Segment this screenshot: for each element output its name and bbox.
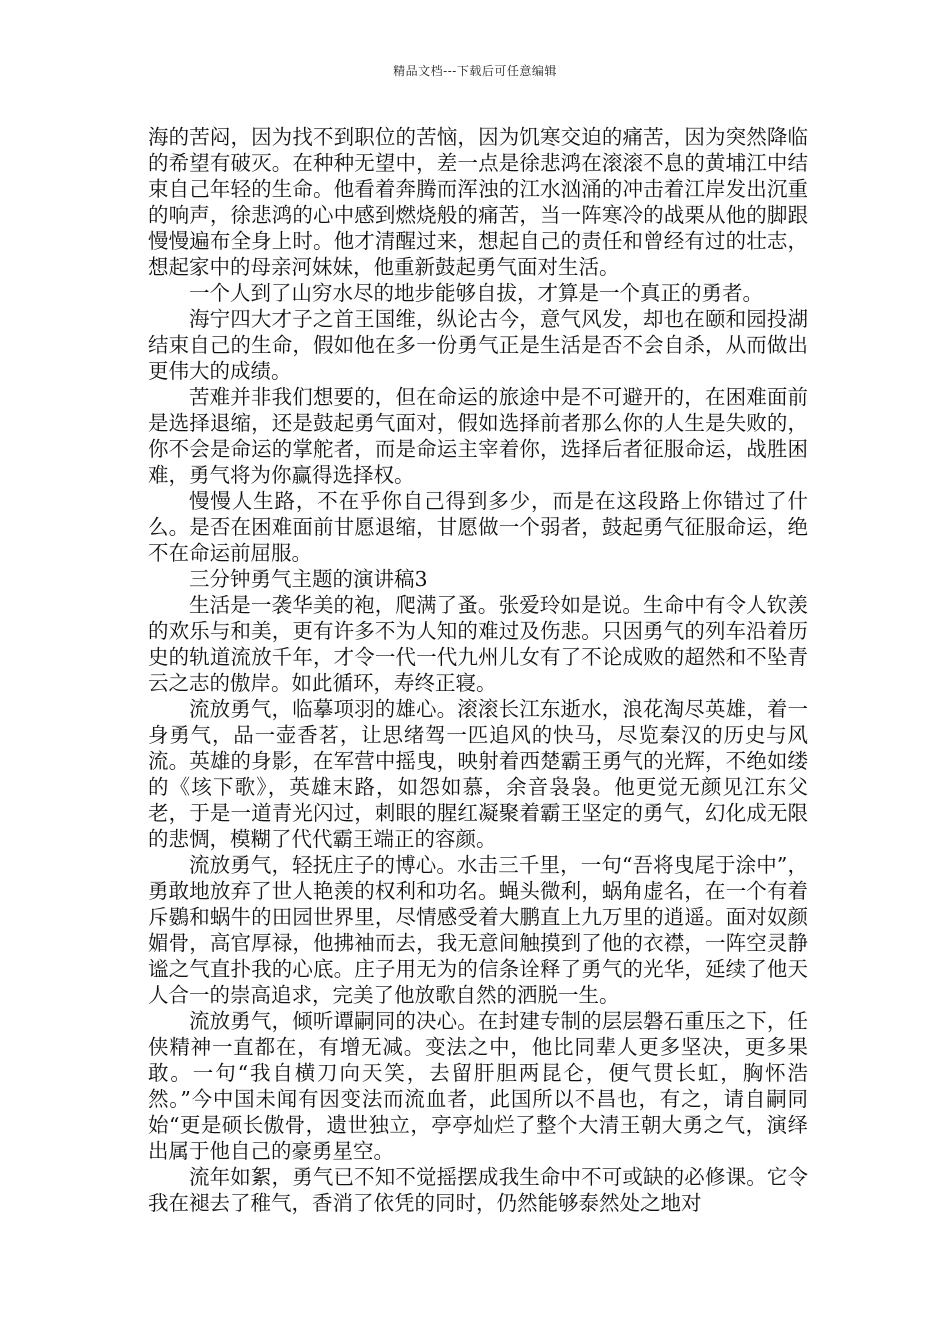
paragraph: 生活是一袭华美的袍，爬满了蚤。张爱玲如是说。生命中有令人钦羡的欢乐与和美，更有许多不为人知的难过及伤悲。只因勇气的列车沿着历史的轨道流放千年，才令一代一代九州儿女有了不论成败的超然和不坠青云之志的傲岸。如此循环，寿终正寝。 (148, 593, 808, 695)
paragraph: 苦难并非我们想要的，但在命运的旅途中是不可避开的，在困难面前是选择退缩，还是鼓起勇气面对，假如选择前者那么你的人生是失败的，你不会是命运的掌舵者，而是命运主宰着你，选择后者征服命运，战胜困难，勇气将为你赢得选择权。 (148, 385, 808, 487)
paragraph: 流放勇气，临摹项羽的雄心。滚滚长江东逝水，浪花淘尽英雄，着一身勇气，品一壶香茗，让思绪驾一匹追风的快马，尽览秦汉的历史与风流。英雄的身影，在军营中摇曳，映射着西楚霸王勇气的光辉，不绝如缕的《垓下歌》，英雄末路，如怨如慕，余音袅袅。他更觉无颜见江东父老，于是一道青光闪过，刺眼的腥红凝聚着霸王坚定的勇气，幻化成无限的悲惆，模糊了代代霸王端正的容颜。 (148, 697, 808, 851)
paragraph: 海的苦闷，因为找不到职位的苦恼，因为饥寒交迫的痛苦，因为突然降临的希望有破灭。在种种无望中，差一点是徐悲鸿在滚滚不息的黄埔江中结束自己年轻的生命。他看着奔腾而浑浊的江水汹涌的冲击着江岸发出沉重的响声，徐悲鸿的心中感到燃烧般的痛苦，当一阵寒冷的战栗从他的脚跟慢慢遍布全身上时。他才清醒过来，想起自己的责任和曾经有过的壮志，想起家中的母亲河妹妹，他重新鼓起勇气面对生活。 (148, 125, 808, 279)
paragraph: 流放勇气，轻抚庄子的博心。水击三千里，一句“吾将曳尾于涂中”，勇敢地放弃了世人艳羡的权利和功名。蝇头微利，蜗角虚名，在一个有着斥鷃和蜗牛的田园世界里，尽情感受着大鹏直上九万里的逍遥。面对奴颜媚骨，高官厚禄，他拂袖而去，我无意间触摸到了他的衣襟，一阵空灵静谧之气直扑我的心底。庄子用无为的信条诠释了勇气的光华，延续了他天人合一的崇高追求，完美了他放歌自然的洒脱一生。 (148, 853, 808, 1007)
section-heading: 三分钟勇气主题的演讲稿3 (189, 567, 428, 591)
paragraph: 流放勇气，倾听谭嗣同的决心。在封建专制的层层磐石重压之下，任侠精神一直都在，有增无减。变法之中，他比同辈人更多坚决，更多果敢。一句“我自横刀向天笑，去留肝胆两昆仑，便气贯长虹，胸怀浩然。”今中国未闻有因变法而流血者，此国所以不昌也，有之，请自嗣同始“更是硕长傲骨，遗世独立，亭亭灿烂了整个大清王朝大勇之气，演绎出属于他自己的豪勇星空。 (148, 1009, 808, 1163)
paragraph: 海宁四大才子之首王国维，纵论古今，意气风发，却也在颐和园投湖结束自己的生命，假如他在多一份勇气正是生活是否不会自杀，从而做出更伟大的成绩。 (148, 307, 808, 383)
document-body (148, 124, 808, 1216)
paragraph: 慢慢人生路，不在乎你自己得到多少，而是在这段路上你错过了什么。是否在困难面前甘愿退缩，甘愿做一个弱者，鼓起勇气征服命运，绝不在命运前屈服。 (148, 489, 808, 565)
paragraph: 一个人到了山穷水尽的地步能够自拔，才算是一个真正的勇者。 (189, 281, 763, 305)
paragraph: 流年如絮，勇气已不知不觉摇摆成我生命中不可或缺的必修课。它令我在褪去了稚气，香消了依凭的同时，仍然能够泰然处之地对 (148, 1165, 808, 1215)
page-header: 精品文档---下载后可任意编辑 (393, 64, 557, 78)
